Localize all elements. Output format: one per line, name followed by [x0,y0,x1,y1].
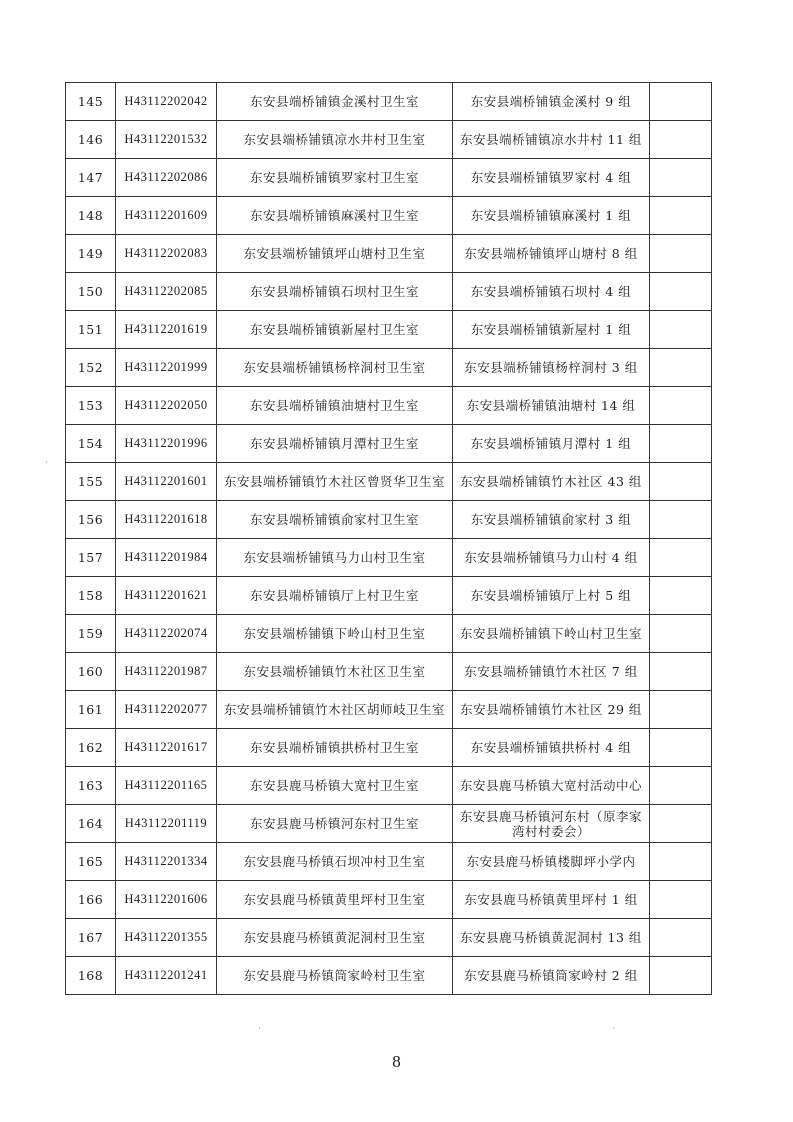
institution-code-cell: H43112201984 [116,539,217,577]
row-number-cell: 165 [66,843,116,881]
institution-code-cell: H43112201621 [116,577,217,615]
note-cell [650,501,712,539]
institution-code-cell: H43112202083 [116,235,217,273]
clinic-name-cell: 东安县鹿马桥镇石坝冲村卫生室 [217,843,453,881]
row-number-cell: 158 [66,577,116,615]
table-row [66,387,712,425]
clinic-name-cell: 东安县端桥铺镇月潭村卫生室 [217,425,453,463]
row-number-cell: 168 [66,957,116,995]
row-number-cell: 150 [66,273,116,311]
table-row [66,843,712,881]
institution-code-cell: H43112201334 [116,843,217,881]
table-row [66,729,712,767]
institution-code-cell: H43112202042 [116,83,217,121]
table-row [66,919,712,957]
clinic-name-cell: 东安县鹿马桥镇黄里坪村卫生室 [217,881,453,919]
note-cell [650,349,712,387]
row-number-cell: 145 [66,83,116,121]
table-row [66,235,712,273]
table-row [66,121,712,159]
institution-code-cell: H43112201618 [116,501,217,539]
table-row [66,805,712,843]
table-row [66,425,712,463]
clinic-address-cell: 东安县端桥铺镇石坝村 4 组 [453,273,650,311]
note-cell [650,843,712,881]
clinic-name-cell: 东安县端桥铺镇下岭山村卫生室 [217,615,453,653]
row-number-cell: 156 [66,501,116,539]
clinic-address-cell: 东安县端桥铺镇俞家村 3 组 [453,501,650,539]
note-cell [650,919,712,957]
note-cell [650,159,712,197]
row-number-cell: 163 [66,767,116,805]
table-row [66,349,712,387]
row-number-cell: 148 [66,197,116,235]
clinic-address-cell: 东安县端桥铺镇马力山村 4 组 [453,539,650,577]
note-cell [650,83,712,121]
table-row [66,881,712,919]
clinic-address-cell: 东安县端桥铺镇下岭山村卫生室 [453,615,650,653]
clinic-address-cell: 东安县鹿马桥镇黄泥洞村 13 组 [453,919,650,957]
row-number-cell: 146 [66,121,116,159]
clinic-address-cell: 东安县端桥铺镇坪山塘村 8 组 [453,235,650,273]
table-row [66,767,712,805]
note-cell [650,273,712,311]
clinic-address-cell: 东安县端桥铺镇罗家村 4 组 [453,159,650,197]
scan-speck: · [612,1024,615,1034]
clinic-name-cell: 东安县端桥铺镇竹木社区胡师岐卫生室 [217,691,453,729]
clinic-name-cell: 东安县端桥铺镇竹木社区曾贤华卫生室 [217,463,453,501]
table-row [66,653,712,691]
clinic-name-cell: 东安县端桥铺镇罗家村卫生室 [217,159,453,197]
note-cell [650,577,712,615]
institution-code-cell: H43112202086 [116,159,217,197]
clinic-name-cell: 东安县鹿马桥镇筒家岭村卫生室 [217,957,453,995]
clinic-address-cell: 东安县端桥铺镇杨梓洞村 3 组 [453,349,650,387]
note-cell [650,805,712,843]
institution-code-cell: H43112201165 [116,767,217,805]
row-number-cell: 149 [66,235,116,273]
institution-code-cell: H43112202085 [116,273,217,311]
clinic-name-cell: 东安县端桥铺镇坪山塘村卫生室 [217,235,453,273]
table-row [66,463,712,501]
table-row [66,83,712,121]
table-row [66,159,712,197]
table-row [66,615,712,653]
note-cell [650,121,712,159]
row-number-cell: 159 [66,615,116,653]
note-cell [650,615,712,653]
scan-speck: · [258,1024,261,1034]
scan-speck: · [45,458,48,468]
clinic-address-cell: 东安县端桥铺镇麻溪村 1 组 [453,197,650,235]
clinic-name-cell: 东安县端桥铺镇马力山村卫生室 [217,539,453,577]
page-number: 8 [392,1052,401,1071]
note-cell [650,311,712,349]
clinic-name-cell: 东安县端桥铺镇麻溪村卫生室 [217,197,453,235]
institution-code-cell: H43112201606 [116,881,217,919]
table-row [66,197,712,235]
clinic-address-cell: 东安县端桥铺镇金溪村 9 组 [453,83,650,121]
row-number-cell: 152 [66,349,116,387]
clinic-address-cell: 东安县端桥铺镇凉水井村 11 组 [453,121,650,159]
row-number-cell: 166 [66,881,116,919]
row-number-cell: 155 [66,463,116,501]
institution-code-cell: H43112201996 [116,425,217,463]
row-number-cell: 154 [66,425,116,463]
table-body [66,83,712,995]
clinic-address-cell: 东安县端桥铺镇竹木社区 7 组 [453,653,650,691]
table-row [66,691,712,729]
clinic-name-cell: 东安县端桥铺镇杨梓洞村卫生室 [217,349,453,387]
institution-code-cell: H43112202074 [116,615,217,653]
clinic-address-cell: 东安县端桥铺镇新屋村 1 组 [453,311,650,349]
clinic-address-cell: 东安县鹿马桥镇河东村（原李家湾村村委会） [453,805,650,843]
table-row [66,311,712,349]
clinic-name-cell: 东安县端桥铺镇竹木社区卫生室 [217,653,453,691]
clinic-address-cell: 东安县端桥铺镇竹木社区 29 组 [453,691,650,729]
clinic-registry-table [65,82,712,995]
institution-code-cell: H43112201987 [116,653,217,691]
table-row [66,501,712,539]
clinic-name-cell: 东安县端桥铺镇凉水井村卫生室 [217,121,453,159]
note-cell [650,387,712,425]
clinic-address-cell: 东安县端桥铺镇拱桥村 4 组 [453,729,650,767]
clinic-name-cell: 东安县鹿马桥镇河东村卫生室 [217,805,453,843]
table-row [66,273,712,311]
clinic-address-cell: 东安县鹿马桥镇筒家岭村 2 组 [453,957,650,995]
institution-code-cell: H43112202050 [116,387,217,425]
institution-code-cell: H43112201617 [116,729,217,767]
institution-code-cell: H43112201241 [116,957,217,995]
note-cell [650,463,712,501]
institution-code-cell: H43112201999 [116,349,217,387]
row-number-cell: 167 [66,919,116,957]
row-number-cell: 151 [66,311,116,349]
institution-code-cell: H43112201532 [116,121,217,159]
note-cell [650,881,712,919]
clinic-name-cell: 东安县端桥铺镇油塘村卫生室 [217,387,453,425]
table-row [66,957,712,995]
clinic-name-cell: 东安县鹿马桥镇大宽村卫生室 [217,767,453,805]
row-number-cell: 162 [66,729,116,767]
row-number-cell: 160 [66,653,116,691]
clinic-name-cell: 东安县端桥铺镇金溪村卫生室 [217,83,453,121]
row-number-cell: 147 [66,159,116,197]
clinic-address-cell: 东安县鹿马桥镇黄里坪村 1 组 [453,881,650,919]
note-cell [650,691,712,729]
note-cell [650,729,712,767]
note-cell [650,957,712,995]
clinic-address-cell: 东安县鹿马桥镇楼脚坪小学内 [453,843,650,881]
note-cell [650,539,712,577]
note-cell [650,425,712,463]
note-cell [650,653,712,691]
institution-code-cell: H43112201609 [116,197,217,235]
clinic-name-cell: 东安县端桥铺镇拱桥村卫生室 [217,729,453,767]
clinic-address-cell: 东安县端桥铺镇月潭村 1 组 [453,425,650,463]
institution-code-cell: H43112201119 [116,805,217,843]
note-cell [650,767,712,805]
institution-code-cell: H43112202077 [116,691,217,729]
clinic-name-cell: 东安县端桥铺镇新屋村卫生室 [217,311,453,349]
clinic-name-cell: 东安县端桥铺镇厅上村卫生室 [217,577,453,615]
clinic-address-cell: 东安县端桥铺镇油塘村 14 组 [453,387,650,425]
table-row [66,539,712,577]
clinic-address-cell: 东安县端桥铺镇竹木社区 43 组 [453,463,650,501]
row-number-cell: 161 [66,691,116,729]
row-number-cell: 157 [66,539,116,577]
note-cell [650,197,712,235]
institution-code-cell: H43112201601 [116,463,217,501]
institution-code-cell: H43112201619 [116,311,217,349]
row-number-cell: 153 [66,387,116,425]
row-number-cell: 164 [66,805,116,843]
clinic-name-cell: 东安县鹿马桥镇黄泥洞村卫生室 [217,919,453,957]
clinic-address-cell: 东安县端桥铺镇厅上村 5 组 [453,577,650,615]
note-cell [650,235,712,273]
clinic-address-cell: 东安县鹿马桥镇大宽村活动中心 [453,767,650,805]
clinic-name-cell: 东安县端桥铺镇石坝村卫生室 [217,273,453,311]
table-row [66,577,712,615]
clinic-name-cell: 东安县端桥铺镇俞家村卫生室 [217,501,453,539]
institution-code-cell: H43112201355 [116,919,217,957]
